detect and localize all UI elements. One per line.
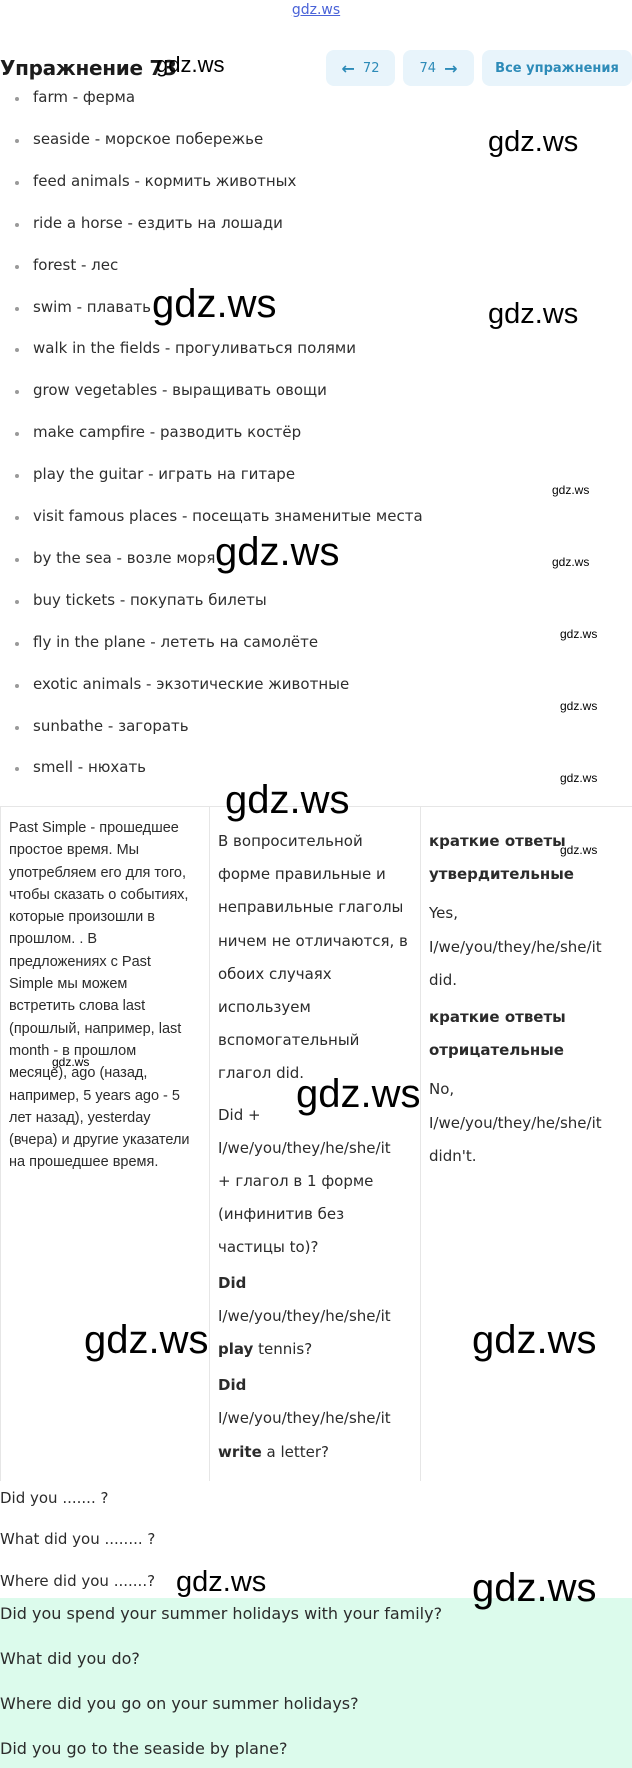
rule-text-line: Simple мы можем: [9, 976, 128, 993]
all-exercises-button[interactable]: Все упражнения: [482, 50, 632, 86]
vocab-text: ride a horse - ездить на лошади: [33, 213, 283, 232]
question-template: Where did you .......?: [0, 1572, 156, 1590]
rule-text-line: употребляем его для того,: [9, 864, 187, 881]
rule-text-line: например, 5 years ago - 5: [9, 1087, 180, 1104]
exercise-header: [0, 50, 632, 86]
arrow-right-icon: →: [444, 58, 458, 78]
watermark: gdz.ws: [560, 627, 598, 641]
vocab-text: fly in the plane - лететь на самолёте: [33, 632, 319, 651]
bullet-icon: [15, 181, 19, 185]
vocab-text: visit famous places - посещать знаменитые места: [33, 507, 423, 525]
question-template: What did you ........ ?: [0, 1530, 156, 1548]
grammar-table: [0, 806, 632, 1480]
question-form-column: [210, 807, 421, 1481]
answer-line: What did you do?: [0, 1649, 140, 1668]
answer-line: Did you go to the seaside by plane?: [0, 1739, 288, 1758]
arrow-left-icon: ←: [341, 58, 355, 78]
watermark: gdz.ws: [215, 530, 340, 574]
list-item: [0, 82, 632, 124]
negative-title: отрицательные: [429, 1041, 564, 1060]
formula-line: частицы to)?: [218, 1238, 319, 1257]
vocab-text: sunbathe - загорать: [33, 716, 189, 735]
bullet-icon: [15, 307, 19, 311]
bullet-icon: [15, 726, 19, 730]
watermark: gdz.ws: [225, 778, 350, 822]
vocab-text: smell - нюхать: [33, 758, 147, 777]
next-exercise-label: 74: [419, 60, 437, 76]
example-sentence: play tennis?: [218, 1340, 313, 1359]
answer-line: Where did you go on your summer holidays?: [0, 1694, 359, 1713]
short-answers-column: [421, 807, 632, 1481]
rule-text-line: которые произошли в: [9, 909, 155, 926]
rule-text-line: ничем не отличаются, в: [218, 931, 408, 950]
vocab-text: seaside - морское побережье: [33, 129, 264, 148]
bullet-icon: [15, 348, 19, 352]
bullet-icon: [15, 474, 19, 478]
rule-text-line: Past Simple - прошедшее: [9, 820, 179, 836]
rule-text-line: глагол did.: [218, 1064, 305, 1083]
list-item: [0, 375, 632, 417]
rule-text-line: предложениях с Past: [9, 953, 151, 970]
list-item: [0, 333, 632, 375]
bullet-icon: [15, 390, 19, 394]
answer-box: [0, 1598, 632, 1768]
rule-text-line: используем: [218, 998, 311, 1017]
watermark: gdz.ws: [488, 126, 579, 158]
bullet-icon: [15, 516, 19, 520]
example-subjects: I/we/you/they/he/she/it: [218, 1409, 391, 1428]
watermark: gdz.ws: [296, 1072, 421, 1116]
watermark: gdz.ws: [560, 771, 598, 785]
answer-text-line: I/we/you/they/he/she/it: [429, 1113, 602, 1132]
watermark: gdz.ws: [52, 1055, 90, 1069]
vocab-text: buy tickets - покупать билеты: [33, 590, 267, 609]
prev-exercise-label: 72: [362, 60, 380, 76]
list-item: [0, 208, 632, 250]
answer-text-line: did.: [429, 970, 457, 989]
rule-text-line: вспомогательный: [218, 1031, 360, 1050]
vocab-text: forest - лес: [33, 255, 119, 274]
list-item: [0, 627, 632, 669]
vocab-text: by the sea - возле моря: [33, 548, 216, 567]
answer-line: Did you spend your summer holidays with your family?: [0, 1604, 443, 1623]
bullet-icon: [15, 97, 19, 101]
rule-text-line: прошлом. . В: [9, 931, 98, 948]
watermark: gdz.ws: [176, 1566, 267, 1598]
vocab-text: make campfire - разводить костёр: [33, 423, 302, 442]
prev-exercise-button[interactable]: [326, 50, 395, 86]
rule-text-line: В вопросительной: [218, 832, 363, 850]
bullet-icon: [15, 432, 19, 436]
watermark: gdz.ws: [560, 843, 598, 857]
rule-text-line: встретить слова last: [9, 998, 146, 1015]
bullet-icon: [15, 223, 19, 227]
vocab-text: feed animals - кормить животных: [33, 171, 297, 190]
vocab-text: swim - плавать: [33, 297, 152, 316]
watermark: gdz.ws: [488, 298, 579, 330]
watermark: gdz.ws: [552, 555, 590, 569]
rule-text-line: неправильные глаголы: [218, 898, 404, 917]
watermark: gdz.ws: [152, 282, 277, 326]
rule-text-line: простое время. Мы: [9, 842, 140, 859]
vocab-text: exotic animals - экзотические животные: [33, 674, 350, 693]
grammar-rule-column: [0, 807, 210, 1481]
bullet-icon: [15, 139, 19, 143]
rule-text-line: обоих случаях: [218, 964, 332, 983]
rule-text-line: month - в прошлом: [9, 1042, 137, 1059]
rule-text-line: форме правильные и: [218, 865, 386, 884]
watermark: gdz.ws: [472, 1318, 597, 1362]
site-logo-link[interactable]: gdz.ws: [291, 2, 341, 18]
list-item: [0, 459, 632, 501]
example-did: Did: [218, 1273, 247, 1292]
formula-line: (инфинитив без: [218, 1205, 345, 1224]
formula-line: Did +: [218, 1105, 261, 1124]
rule-text-line: (прошлый, например, last: [9, 1020, 182, 1037]
list-item: [0, 711, 632, 753]
bullet-icon: [15, 600, 19, 604]
rule-text-line: лет назад), yesterday: [9, 1109, 151, 1126]
vocab-text: farm - ферма: [33, 88, 136, 106]
answer-text-line: Yes,: [429, 904, 458, 923]
bullet-icon: [15, 558, 19, 562]
list-item: [0, 166, 632, 208]
example-subjects: I/we/you/they/he/she/it: [218, 1306, 391, 1325]
formula-line: + глагол в 1 форме: [218, 1172, 374, 1191]
rule-text-line: (вчера) и другие указатели: [9, 1132, 190, 1149]
answer-text-line: didn't.: [429, 1146, 477, 1165]
watermark: gdz.ws: [84, 1318, 209, 1362]
list-item: [0, 417, 632, 459]
list-item: [0, 250, 632, 292]
answer-text-line: I/we/you/they/he/she/it: [429, 937, 602, 956]
watermark: gdz.ws: [552, 483, 590, 497]
negative-title: краткие ответы: [429, 1008, 566, 1027]
list-item: [0, 669, 632, 711]
rule-text-line: чтобы сказать о событиях,: [9, 886, 189, 903]
positive-title: утвердительные: [429, 865, 574, 884]
example-did: Did: [218, 1376, 247, 1395]
bullet-icon: [15, 265, 19, 269]
vocab-text: grow vegetables - выращивать овощи: [33, 381, 327, 400]
question-template: Did you ....... ?: [0, 1489, 109, 1507]
page-title: Упражнение 73: [0, 56, 177, 80]
watermark: gdz.ws: [472, 1566, 597, 1610]
rule-text-line: на прошедшее время.: [9, 1154, 159, 1171]
vocab-text: walk in the fields - прогуливаться полями: [33, 339, 356, 358]
bullet-icon: [15, 767, 19, 771]
next-exercise-button[interactable]: [403, 50, 474, 86]
bullet-icon: [15, 684, 19, 688]
positive-title: краткие ответы: [429, 832, 566, 850]
answer-text-line: No,: [429, 1080, 455, 1099]
watermark: gdz.ws: [156, 52, 225, 77]
vocab-text: play the guitar - играть на гитаре: [33, 465, 296, 484]
example-sentence: write a letter?: [218, 1442, 329, 1461]
bullet-icon: [15, 642, 19, 646]
formula-line: I/we/you/they/he/she/it: [218, 1138, 391, 1157]
watermark: gdz.ws: [560, 699, 598, 713]
list-item: [0, 585, 632, 627]
rule-text-line: месяце), ago (назад,: [9, 1065, 148, 1082]
